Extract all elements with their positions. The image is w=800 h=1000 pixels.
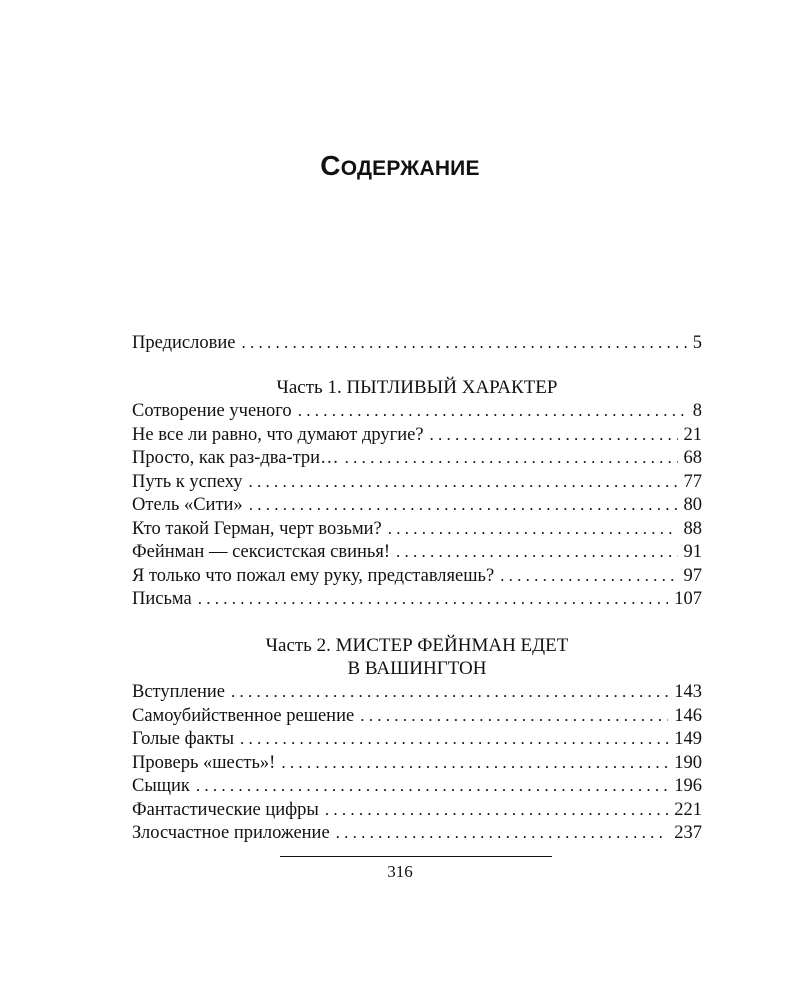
toc-entry (132, 680, 702, 704)
part-1-heading-text: Часть 1. ПЫТЛИВЫЙ ХАРАКТЕР (276, 377, 558, 398)
toc-entry-label: Сотворение ученого (132, 401, 292, 421)
toc-entry (132, 751, 702, 775)
dot-leader (281, 751, 668, 775)
page-title-rest: ОДЕРЖАНИЕ (340, 157, 480, 180)
toc-entry-label: Отель «Сити» (132, 495, 243, 515)
toc-entry-label: Вступление (132, 682, 225, 702)
toc-entry-page: 196 (674, 776, 702, 796)
toc-entry-label: Фейнман — сексистская свинья! (132, 542, 390, 562)
toc-entry-page: 8 (692, 401, 702, 421)
preface-entry (132, 331, 702, 355)
toc-entry-label: Кто такой Герман, черт возьми? (132, 518, 382, 539)
dot-leader (249, 470, 678, 494)
toc-entry (132, 423, 702, 447)
dot-leader (360, 704, 668, 728)
toc-entry (132, 493, 702, 517)
toc-entry-label: Я только что пожал ему руку, представляешь? (132, 565, 495, 586)
toc-entry (132, 774, 702, 798)
toc-entry-page: 5 (692, 333, 702, 353)
part-1-toc (132, 399, 702, 611)
toc-entry-label: Просто, как раз-два-три… (132, 448, 339, 468)
toc-entry-page: 97 (683, 565, 702, 586)
toc-entry-label: Голые факты (132, 729, 235, 749)
toc-entry-label: Предисловие (132, 333, 236, 353)
toc-entry (132, 798, 702, 822)
toc-entry-page: 77 (683, 471, 702, 492)
toc-entry-page: 21 (683, 424, 702, 445)
toc-entry (132, 564, 702, 588)
toc-entry-page: 80 (683, 495, 702, 515)
part-2-heading (132, 634, 702, 680)
toc-entry (132, 704, 702, 728)
dot-leader (500, 564, 677, 588)
toc-entry-page: 107 (674, 589, 702, 609)
toc-entry-page: 190 (674, 752, 702, 773)
part-2-toc (132, 680, 702, 845)
dot-leader (231, 680, 668, 704)
toc-entry-page: 143 (674, 682, 702, 702)
part-1-heading (132, 376, 702, 399)
toc-entry-page: 221 (674, 799, 702, 820)
toc-entry-page: 149 (674, 729, 702, 749)
toc-entry (132, 540, 702, 564)
toc-entry-page: 88 (683, 518, 702, 539)
toc-entry-label: Злосчастное приложение (132, 823, 330, 843)
toc-entry-label: Путь к успеху (132, 471, 243, 492)
toc-entry-page: 68 (683, 448, 702, 468)
toc-entry (132, 399, 702, 423)
toc-entry-page: 237 (674, 823, 702, 843)
page-title (0, 150, 800, 182)
dot-leader (325, 798, 668, 822)
toc-entry (132, 446, 702, 470)
dot-leader (196, 774, 668, 798)
dot-leader (240, 727, 668, 751)
toc-entry-label: Фантастические цифры (132, 799, 319, 820)
dot-leader (396, 540, 678, 564)
dot-leader (198, 587, 669, 611)
toc-entry (132, 517, 702, 541)
toc-entry-label: Сыщик (132, 776, 190, 796)
toc-entry-page: 146 (674, 705, 702, 726)
dot-leader (298, 399, 687, 423)
toc-entry (132, 470, 702, 494)
dot-leader (430, 423, 678, 447)
dot-leader (345, 446, 678, 470)
part-2-heading-line-1: Часть 2. МИСТЕР ФЕЙНМАН ЕДЕТ (265, 635, 569, 656)
dot-leader (249, 493, 678, 517)
part-2-heading-line-2: В ВАШИНГТОН (347, 658, 487, 679)
toc-entry (132, 821, 702, 845)
dot-leader (336, 821, 669, 845)
page-title-first-letter: С (320, 150, 341, 181)
toc-entry-label: Проверь «шесть»! (132, 752, 276, 773)
toc-entry-label: Письма (132, 589, 192, 609)
toc-entry (132, 727, 702, 751)
page-number: 316 (387, 862, 413, 881)
toc-entry (132, 587, 702, 611)
toc-entry-label: Самоубийственное решение (132, 705, 355, 726)
toc-entry (132, 331, 702, 355)
dot-leader (388, 517, 678, 541)
footer-rule (280, 856, 552, 857)
toc-entry-label: Не все ли равно, что думают другие? (132, 424, 424, 445)
toc-entry-page: 91 (683, 542, 702, 562)
dot-leader (241, 331, 686, 355)
